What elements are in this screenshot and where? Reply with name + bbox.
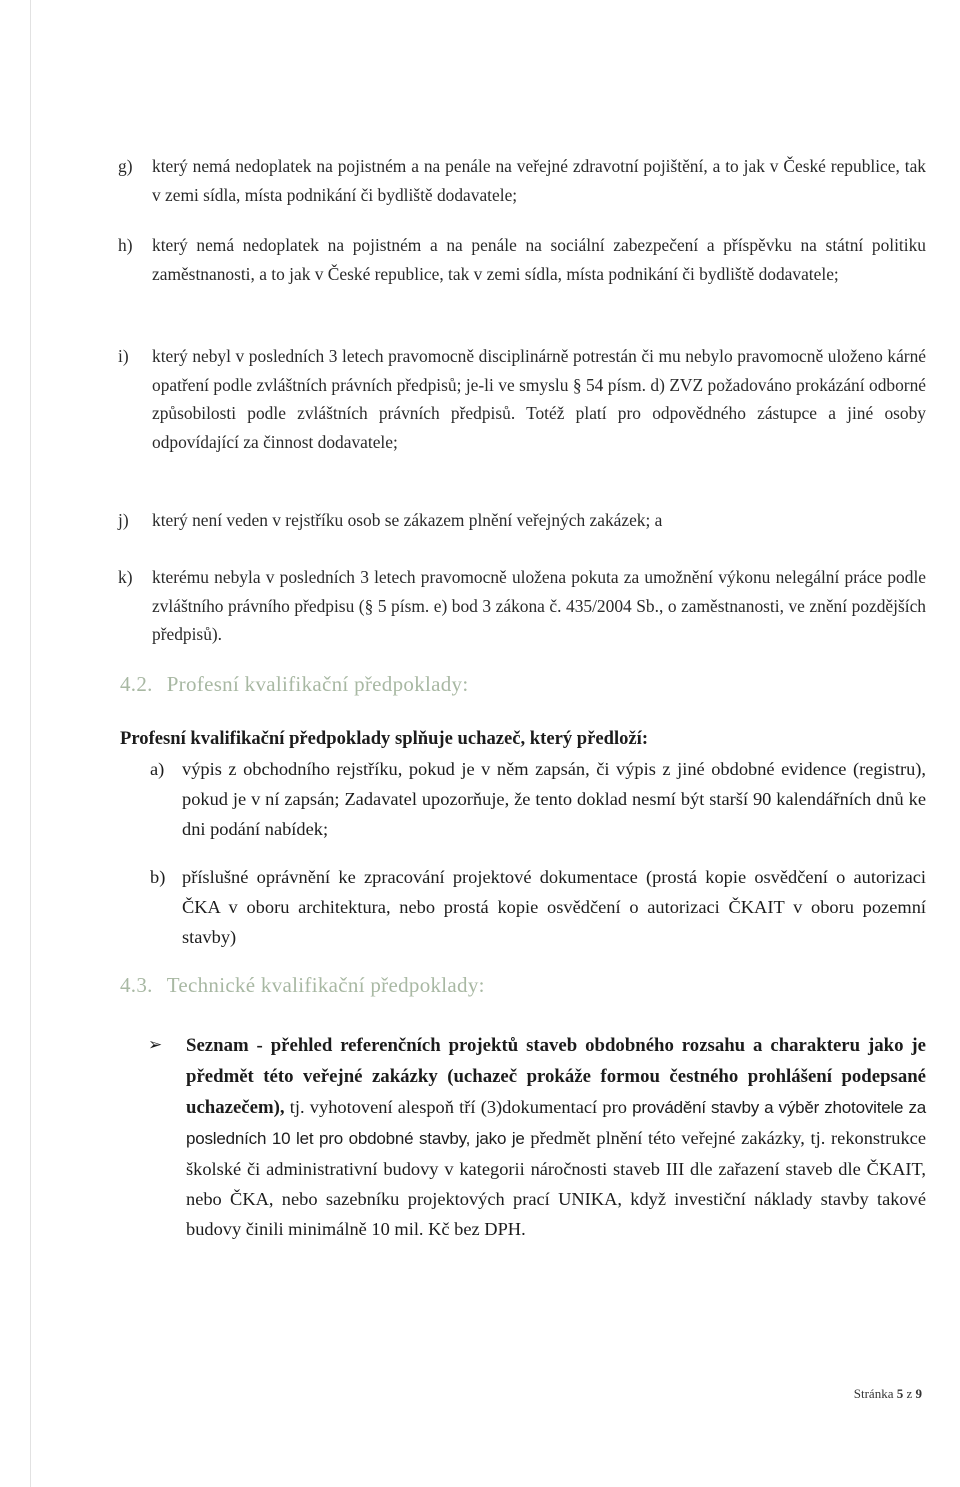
item-text: který není veden v rejstříku osob se zákazem plnění veřejných zakázek; a	[152, 510, 663, 530]
item-text: kterému nebyla v posledních 3 letech pravomocně uložena pokuta za umožnění výkonu nelegální práce podle zvláštního právního předpisu (§ 5 písm. e) bod 3 zákona č. 435/2004 Sb., o zaměstnanosti, ve znění pozdějších předpisů).	[152, 567, 926, 644]
bullet-text	[186, 1030, 926, 1244]
page-footer	[854, 1386, 922, 1402]
footer-separator: z	[903, 1386, 916, 1401]
sub-item-a	[150, 754, 926, 844]
footer-prefix: Stránka	[853, 1386, 897, 1401]
section-heading-4-3	[120, 973, 485, 998]
arrow-bullet-icon: ➢	[148, 1035, 163, 1054]
item-label: k)	[118, 567, 133, 587]
bullet-text-part-a: tj. vyhotovení alespoň tří (3)dokumentací pro	[284, 1097, 633, 1117]
section-number: 4.3.	[120, 973, 153, 997]
sub-item-text: výpis z obchodního rejstříku, pokud je v něm zapsán, či výpis z jiné obdobné evidence (registru), pokud je v ní zapsán; Zadavatel upozorňuje, že tento doklad nesmí být starší 90 kalendářních dnů ke dni podání nabídek;	[182, 759, 926, 839]
item-text: který nemá nedoplatek na pojistném a na penále na veřejné zdravotní pojištění, a to jak v České republice, tak v zemi sídla, místa podnikání či bydliště dodavatele;	[152, 156, 926, 205]
bullet-bold-text: Seznam - přehled referenčních projektů staveb obdobného rozsahu a charakteru jako je předmět této veřejné zakázky (uchazeč prokáže formou čestného prohlášení podepsané uchazečem),	[186, 1035, 926, 1118]
reference-projects-bullet	[148, 1030, 926, 1244]
list-item-j	[118, 506, 926, 535]
sub-item-text: příslušné oprávnění ke zpracování projektové dokumentace (prostá kopie osvědčení o autorizaci ČKA v oboru architektura, nebo prostá kopie osvědčení o autorizaci ČKAIT v oboru pozemní stavby)	[182, 867, 926, 947]
section-lead: Profesní kvalifikační předpoklady splňuje uchazeč, který předloží:	[120, 728, 649, 749]
item-text: který nebyl v posledních 3 letech pravomocně disciplinárně potrestán či mu nebylo pravomocně uloženo kárné opatření podle zvláštních právních předpisů; je-li ve smyslu § 54 písm. d) ZVZ požadováno prokázání odborné způsobilosti podle zvláštních právních předpisů. Totéž platí pro odpovědného zástupce a jiné osoby odpovídající za činnost dodavatele;	[152, 346, 926, 452]
list-item-h	[118, 231, 926, 288]
item-label: j)	[118, 510, 129, 530]
item-text: který nemá nedoplatek na pojistném a na penále na sociální zabezpečení a příspěvku na státní politiku zaměstnanosti, a to jak v České republice, tak v zemi sídla, místa podnikání či bydliště dodavatele;	[152, 235, 926, 284]
bullet-text-narrow: provádění stavby a výběr zhotovitele za posledních 10 let pro obdobné stavby, jako je	[186, 1098, 927, 1148]
sub-item-b	[150, 862, 926, 952]
footer-page-number: 5	[896, 1386, 904, 1401]
section-title: Technické kvalifikační předpoklady:	[166, 973, 485, 997]
section-title: Profesní kvalifikační předpoklady:	[166, 672, 469, 696]
sub-item-label: b)	[150, 867, 166, 887]
list-item-i	[118, 342, 926, 456]
bullet-text-part-b: předmět plnění této veřejné zakázky, tj. rekonstrukce školské či administrativní budovy v kategorii náročnosti staveb III dle zařazení staveb dle ČKAIT, nebo ČKA, nebo sazebníku projektových prací UNIKA, když investiční náklady stavby takové budovy činili minimálně 10 mil. Kč bez DPH.	[186, 1128, 927, 1239]
item-label: h)	[118, 235, 133, 255]
item-label: i)	[118, 346, 129, 366]
sub-item-label: a)	[150, 759, 165, 779]
list-item-k	[118, 563, 926, 649]
section-number: 4.2.	[120, 672, 153, 696]
section-heading-4-2	[120, 672, 469, 697]
item-label: g)	[118, 156, 133, 176]
list-item-g	[118, 152, 926, 209]
footer-page-total: 9	[915, 1386, 922, 1401]
